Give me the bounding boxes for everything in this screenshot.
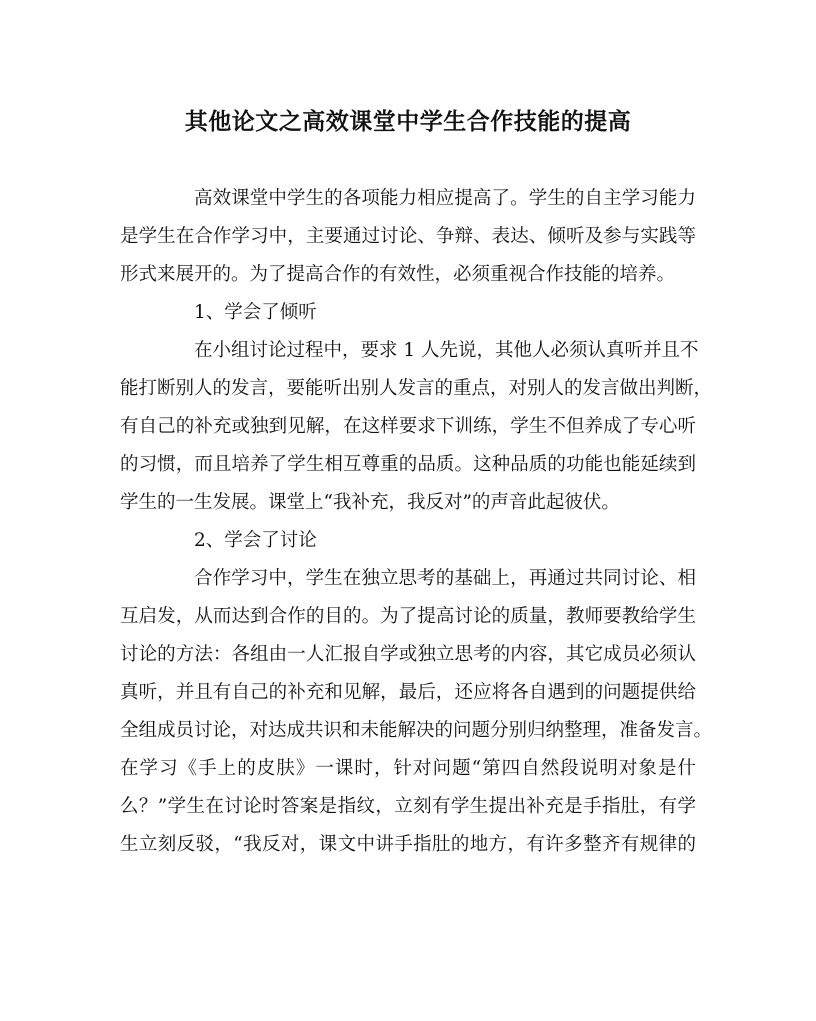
- section-heading: 2、学会了讨论: [194, 530, 317, 551]
- paragraph-line: 合作学习中，学生在独立思考的基础上，再通过共同讨论、相: [194, 568, 696, 589]
- paragraph-line: 全组成员讨论，对达成共识和未能解决的问题分别归纳整理，准备发言。: [120, 720, 713, 741]
- paragraph-line: 互启发，从而达到合作的目的。为了提高讨论的质量，教师要教给学生: [120, 606, 696, 627]
- paragraph-line: 真听，并且有自己的补充和见解，最后，还应将各自遇到的问题提供给: [120, 682, 696, 703]
- paragraph-line: 么？”学生在讨论时答案是指纹，立刻有学生提出补充是手指肚，有学: [120, 796, 696, 817]
- section-heading: 1、学会了倾听: [194, 302, 317, 323]
- paragraph-line: 的习惯，而且培养了学生相互尊重的品质。这种品质的功能也能延续到: [120, 454, 696, 475]
- paragraph-line: 学生的一生发展。课堂上“我补充，我反对”的声音此起彼伏。: [120, 492, 620, 513]
- paragraph-line: 形式来展开的。为了提高合作的有效性，必须重视合作技能的培养。: [120, 264, 676, 285]
- paragraph-line: 生立刻反驳，“我反对，课文中讲手指肚的地方，有许多整齐有规律的: [120, 834, 696, 855]
- paragraph-line: 讨论的方法：各组由一人汇报自学或独立思考的内容，其它成员必须认: [120, 644, 696, 665]
- paragraph-line: 高效课堂中学生的各项能力相应提高了。学生的自主学习能力: [194, 188, 696, 209]
- document-title: 其他论文之高效课堂中学生合作技能的提高: [184, 108, 632, 135]
- paragraph-line: 有自己的补充或独到见解，在这样要求下训练，学生不但养成了专心听: [120, 416, 696, 437]
- paragraph-line: 在学习《手上的皮肤》一课时，针对问题“第四自然段说明对象是什: [120, 758, 696, 779]
- paragraph-line: 能打断别人的发言，要能听出别人发言的重点，对别人的发言做出判断，: [120, 378, 713, 399]
- document-body: [120, 180, 713, 864]
- paragraph-line: 是学生在合作学习中，主要通过讨论、争辩、表达、倾听及参与实践等: [120, 226, 696, 247]
- paragraph-line: 在小组讨论过程中，要求 1 人先说，其他人必须认真听并且不: [194, 340, 699, 361]
